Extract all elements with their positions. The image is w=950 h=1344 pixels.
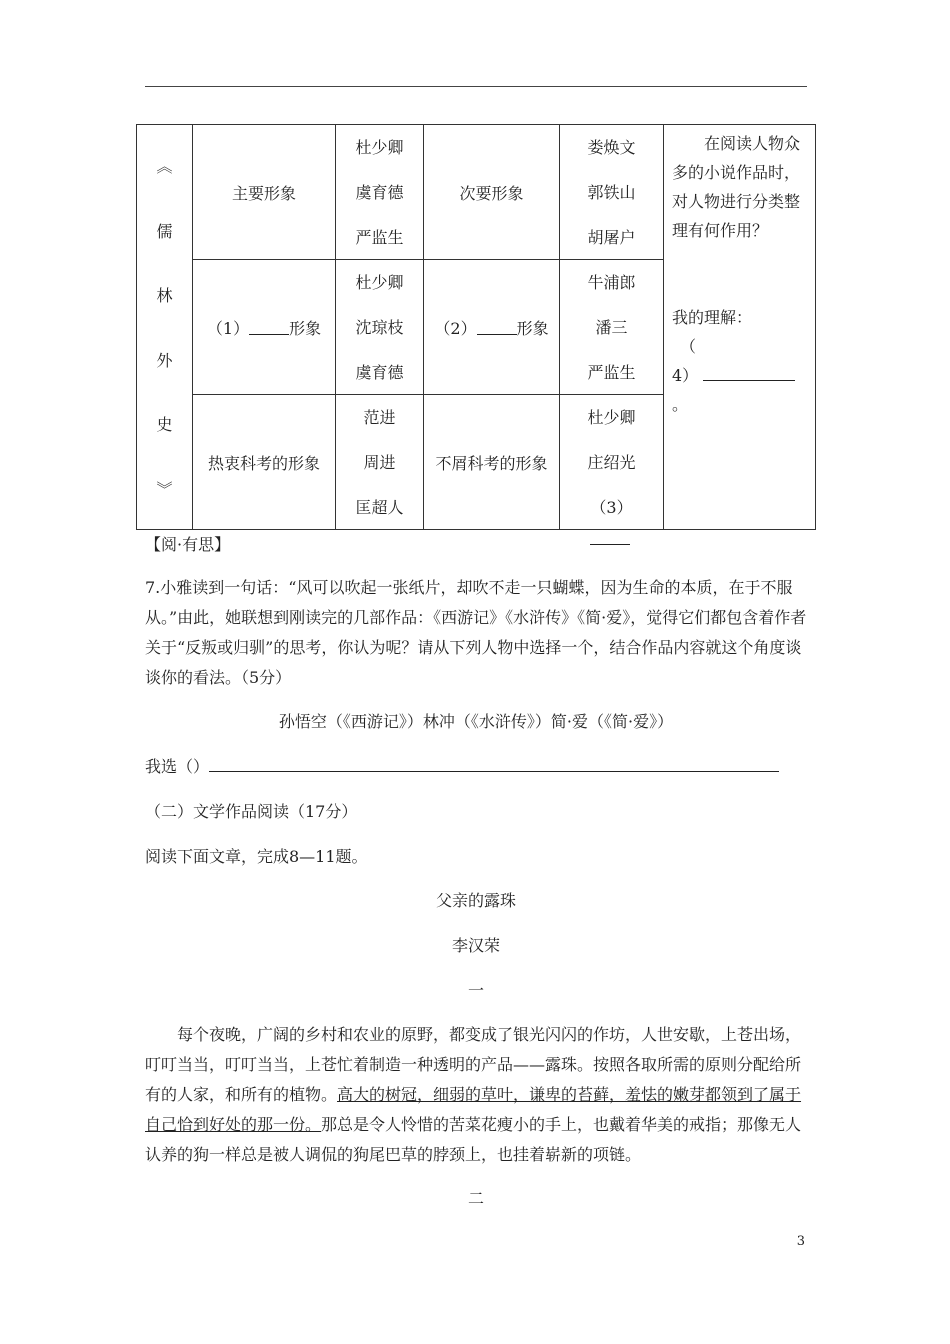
book-char: 儒 (156, 221, 173, 241)
character-name: 严监生 (587, 363, 636, 382)
category-label: 次要形象 (459, 183, 524, 203)
section-2-heading: （二）文学作品阅读（17分） (145, 802, 358, 821)
section-heading: 【阅·有思】 (145, 535, 231, 554)
character-name: 娄焕文 (587, 138, 636, 157)
answer-line (145, 752, 807, 782)
category-label: 不屑科考的形象 (435, 453, 548, 473)
names-cell (336, 125, 423, 259)
question-7: 7.小雅读到一句话：“风可以吹起一张纸片，却吹不走一只蝴蝶，因为生命的本质，在于不服从。”由此，她联想到刚读完的几部作品：《西游记》《水浒传》《简·爱》，觉得它们都包含着作者关于“反叛或归驯”的思考，你认为呢？请从下列人物中选择一个，结合作品内容就这个角度谈谈你的看法。（5分） (145, 578, 807, 687)
answer-blank-7[interactable] (209, 757, 779, 772)
page-number: 3 (796, 1234, 805, 1249)
character-name: 匡超人 (355, 498, 404, 517)
names-cell (336, 260, 423, 394)
character-name: 虞育德 (355, 183, 404, 202)
character-name: 范进 (363, 408, 396, 427)
names-cell (560, 125, 663, 259)
book-char: 外 (156, 350, 173, 370)
q4-label: 4） (672, 366, 699, 385)
paragraph-1 (145, 1020, 807, 1170)
para-text: 每个夜晚，广阔的乡村和农业的原野，都变成了银光闪闪的作坊，人世安歇，上苍出场，叮叮当当，叮叮当当，上苍忙着制造一种透明的产品——露珠。按照各取所需的原则分配给所有的人家，和所有的植物。 (145, 1025, 802, 1104)
blank-suffix: 形象 (289, 318, 322, 338)
category-label: 热衷科考的形象 (207, 453, 320, 473)
header-rule (145, 86, 807, 87)
article-title: 父亲的露珠 (435, 891, 516, 910)
para-text: 那总是令人怜惜的苦菜花瘦小的手上，也戴着华美的戒指；那像无人认养的狗一样总是被人调侃的狗尾巴草的脖颈上，也挂着崭新的项链。 (145, 1115, 802, 1164)
blank-number: （2） (434, 318, 477, 338)
character-name: 郭铁山 (587, 183, 636, 202)
character-name: 虞育德 (355, 363, 404, 382)
character-name: 牛浦郎 (587, 273, 636, 292)
instruction: 阅读下面文章，完成8—11题。 (145, 847, 368, 866)
category-label (424, 260, 559, 394)
part-one-heading: 一 (467, 981, 484, 1000)
category-label: 主要形象 (231, 183, 296, 203)
choices-line: 孙悟空（《西游记》）林冲（《水浒传》）简·爱（《简·爱》） (278, 712, 674, 731)
character-name: 胡屠户 (587, 228, 636, 247)
book-char: ︾ (156, 479, 173, 499)
para-underlined: 高大的树冠，细弱的草叶，谦卑的苔藓，羞怯的嫩芽都领到了属于自己恰到好处的那一份。 (145, 1085, 802, 1134)
answer-blank-4[interactable] (703, 366, 795, 381)
book-title-cell (137, 125, 193, 530)
book-char: 史 (156, 415, 173, 435)
names-cell (560, 395, 663, 529)
names-cell (560, 260, 663, 394)
character-name: 潘三 (595, 318, 628, 337)
book-char: 林 (156, 286, 173, 306)
q4-open: （ (680, 337, 697, 356)
character-table (136, 124, 816, 530)
blank-suffix: 形象 (516, 318, 549, 338)
names-cell (336, 395, 423, 529)
character-name: 庄绍光 (587, 453, 636, 472)
blank-number: （3） (590, 498, 633, 517)
character-name: 杜少卿 (355, 138, 404, 157)
wo-xuan-label: 我选（） (145, 757, 210, 776)
question-text: 在阅读人物众多的小说作品时，对人物进行分类整理有何作用？ (672, 134, 801, 240)
part-two-heading: 二 (467, 1189, 484, 1208)
q4-end: 。 (672, 395, 689, 414)
article-author: 李汉荣 (451, 936, 500, 955)
answer-blank-1[interactable] (249, 320, 289, 335)
blank-number: （1） (206, 318, 250, 338)
character-name: 杜少卿 (355, 273, 404, 292)
character-name: 沈琼枝 (355, 318, 404, 337)
character-name: 严监生 (355, 228, 404, 247)
character-name: 杜少卿 (587, 408, 636, 427)
book-char: ︽ (156, 157, 173, 176)
category-label (193, 260, 335, 394)
my-understanding-label: 我的理解： (672, 308, 753, 327)
character-name: 周进 (363, 453, 396, 472)
answer-blank-2[interactable] (477, 320, 517, 335)
question-cell (664, 125, 816, 530)
